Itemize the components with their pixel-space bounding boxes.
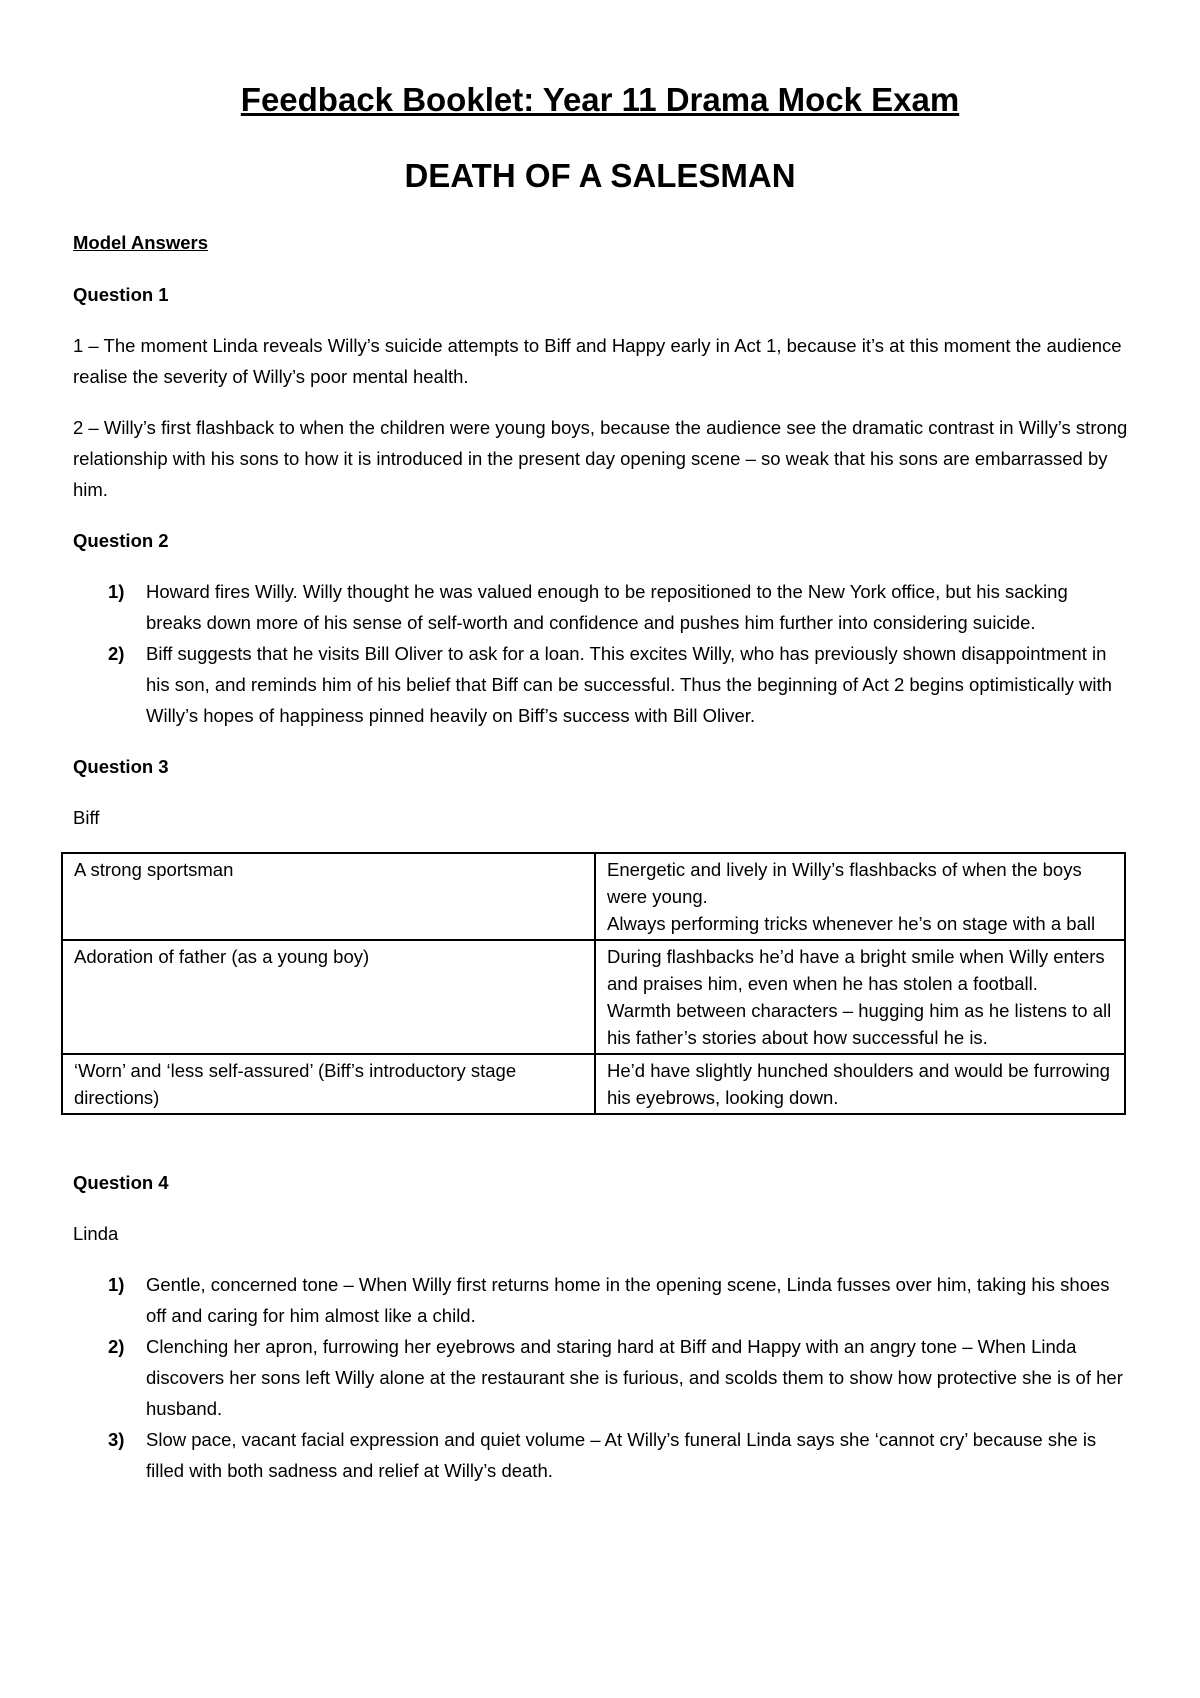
document-body [73,227,1128,1486]
evidence-line: Warmth between characters – hugging him as he listens to all his father’s stories about how successful he is. [607,1000,1112,1048]
list-item [73,1331,1128,1424]
list-item-text: Howard fires Willy. Willy thought he was valued enough to be repositioned to the New York office, but his sacking breaks down more of his sense of self-worth and confidence and pushes him further into considering suicide. [146,581,1068,633]
table-cell-trait: A strong sportsman [62,853,595,940]
table-cell-evidence [595,853,1125,940]
question-3-heading: Question 3 [73,756,169,777]
table-cell-evidence [595,940,1125,1054]
list-number: 1) [108,581,125,602]
evidence-line: Energetic and lively in Willy’s flashbacks of when the boys were young. [607,859,1082,907]
question-3-character: Biff [73,807,100,828]
section-heading: Model Answers [73,232,209,253]
table-cell-trait: Adoration of father (as a young boy) [62,940,595,1054]
evidence-line: During flashbacks he’d have a bright smile when Willy enters and praises him, even when he has stolen a football. [607,946,1105,994]
list-item-text: Gentle, concerned tone – When Willy first returns home in the opening scene, Linda fusses over him, taking his shoes off and caring for him almost like a child. [146,1274,1110,1326]
question-1-answer-2: 2 – Willy’s first flashback to when the children were young boys, because the audience see the dramatic contrast in Willy’s strong relationship with his sons to how it is introduced in the present day opening scene – so weak that his sons are embarrassed by him. [73,417,1128,500]
table-row [62,1054,1125,1114]
question-4-list [73,1269,1128,1486]
table-row [62,853,1125,940]
list-item-text: Biff suggests that he visits Bill Oliver to ask for a loan. This excites Willy, who has previously shown disappointment in his son, and reminds him of his belief that Biff can be successful. Thus the beginning of Act 2 begins optimistically with Willy’s hopes of happiness pinned heavily on Biff’s success with Bill Oliver. [146,643,1112,726]
question-1-heading: Question 1 [73,284,169,305]
question-3-table [61,852,1126,1115]
list-item-text: Slow pace, vacant facial expression and quiet volume – At Willy’s funeral Linda says she ‘cannot cry’ because she is filled with both sadness and relief at Willy’s death. [146,1429,1097,1481]
page-title: Feedback Booklet: Year 11 Drama Mock Exam [240,81,960,118]
table-row [62,940,1125,1054]
list-number: 3) [108,1429,125,1450]
list-item-text: Clenching her apron, furrowing her eyebrows and staring hard at Biff and Happy with an angry tone – When Linda discovers her sons left Willy alone at the restaurant she is furious, and scolds them to show how protective she is of her husband. [146,1336,1123,1419]
question-1-answer-1: 1 – The moment Linda reveals Willy’s suicide attempts to Biff and Happy early in Act 1, because it’s at this moment the audience realise the severity of Willy’s poor mental health. [73,335,1122,387]
list-item [73,1269,1128,1331]
list-number: 2) [108,1336,125,1357]
evidence-line: Always performing tricks whenever he’s on stage with a ball [607,913,1096,934]
evidence-line: He’d have slightly hunched shoulders and would be furrowing his eyebrows, looking down. [607,1060,1110,1108]
page-subtitle: DEATH OF A SALESMAN [404,157,796,194]
list-number: 1) [108,1274,125,1295]
question-4-character: Linda [73,1223,119,1244]
question-2-heading: Question 2 [73,530,169,551]
list-item [73,576,1128,638]
list-number: 2) [108,643,125,664]
question-2-list [73,576,1128,731]
list-item [73,638,1128,731]
question-4-heading: Question 4 [73,1172,169,1193]
table-cell-evidence [595,1054,1125,1114]
table-cell-trait: ‘Worn’ and ‘less self-assured’ (Biff’s introductory stage directions) [62,1054,595,1114]
list-item [73,1424,1128,1486]
